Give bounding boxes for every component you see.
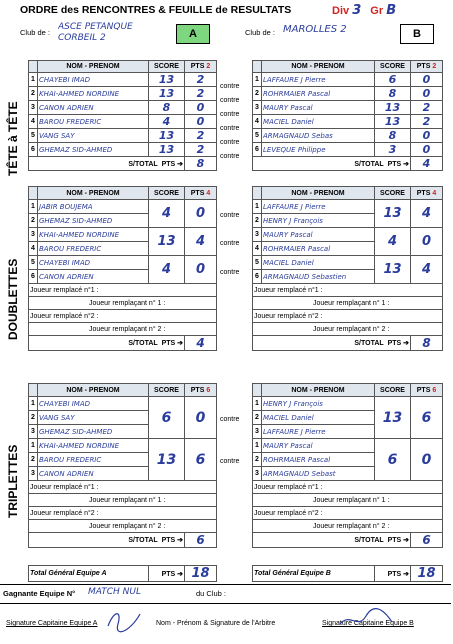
score-cell[interactable]: 13: [149, 73, 185, 87]
score-cell[interactable]: 13: [149, 143, 185, 157]
player-name[interactable]: ROHRMAIER Pascal: [262, 453, 375, 467]
player-name[interactable]: BAROU FREDERIC: [38, 115, 149, 129]
player-name[interactable]: KHAI-AHMED NORDINE: [38, 439, 149, 453]
table-row: 4 BAROU FREDERIC 4 0: [29, 115, 217, 129]
remplace-2[interactable]: Joueur remplacé n°2 :: [253, 310, 443, 323]
pts-cell[interactable]: 0: [411, 439, 443, 481]
table-row: 2 BAROU FREDERIC: [29, 453, 217, 467]
table-row: 2 ROHRMAIER Pascal 8 0: [253, 87, 443, 101]
total-b-pts-label: PTS ➔: [375, 566, 411, 582]
table-row: 3 CANON ADRIEN: [29, 467, 217, 481]
table-row: 2 ROHRMAIER Pascal: [253, 453, 443, 467]
table-row: 3 CANON ADRIEN 8 0: [29, 101, 217, 115]
score-cell[interactable]: 8: [149, 101, 185, 115]
signature-a-label: Signature Capitaine Equipe A: [6, 620, 98, 627]
contre-label: contre: [220, 83, 240, 90]
subtotal-row: S/TOTAL PTS ➔ 8: [253, 336, 443, 351]
col-score: SCORE: [149, 61, 185, 73]
player-name[interactable]: HENRY J François: [262, 397, 375, 411]
col-nom-prenom: NOM - PRENOM: [262, 384, 375, 397]
col-pts: PTS 2: [185, 61, 217, 73]
table-row: 1 LAFFAURE J Pierre 6 0: [253, 73, 443, 87]
signature-arbitre-label: Nom - Prénom & Signature de l'Arbitre: [156, 620, 276, 627]
player-name[interactable]: GHEMAZ SID-AHMED: [38, 425, 149, 439]
sheet-title: ORDRE des RENCONTRES & FEUILLE de RESULTATS: [20, 4, 292, 16]
pts-cell[interactable]: 2: [411, 101, 443, 115]
subtotal-a[interactable]: 6: [185, 533, 217, 548]
remplacant-2[interactable]: Joueur remplaçant n° 2 :: [253, 520, 443, 533]
table-row: 3 LAFFAURE J Pierre: [253, 425, 443, 439]
player-name[interactable]: BAROU FREDERIC: [38, 453, 149, 467]
col-nom-prenom: NOM - PRENOM: [262, 187, 375, 200]
player-name[interactable]: CHAYEBI IMAD: [38, 397, 149, 411]
player-name[interactable]: CHAYEBI IMAD: [38, 256, 149, 270]
player-name[interactable]: CANON ADRIEN: [38, 467, 149, 481]
player-name[interactable]: LAFFAURE J Pierre: [262, 73, 375, 87]
pts-cell[interactable]: 2: [185, 143, 217, 157]
team-a-box: A: [176, 24, 210, 44]
triplettes-table-a: [28, 383, 217, 548]
subtotal-b[interactable]: 6: [411, 533, 443, 548]
div-label: Div 3 Gr B: [332, 3, 397, 18]
player-name[interactable]: CHAYEBI IMAD: [38, 73, 149, 87]
player-name[interactable]: LAFFAURE J Pierre: [262, 200, 375, 214]
table-row: 2 KHAI-AHMED NORDINE 13 2: [29, 87, 217, 101]
table-row: 1 CHAYEBI IMAD 6 0: [29, 397, 217, 411]
player-name[interactable]: LAFFAURE J Pierre: [262, 425, 375, 439]
triplettes-table-b: [252, 383, 443, 548]
col-nom-prenom: NOM - PRENOM: [38, 61, 149, 73]
table-row: 2 MACIEL Daniel: [253, 411, 443, 425]
player-name[interactable]: MAURY Pascal: [262, 228, 375, 242]
score-cell[interactable]: 6: [375, 73, 411, 87]
score-cell[interactable]: 13: [375, 101, 411, 115]
contre-label: contre: [220, 111, 240, 118]
score-cell[interactable]: 13: [149, 228, 185, 256]
table-row: 5 MACIEL Daniel 13 4: [253, 256, 443, 270]
team-b-box: B: [400, 24, 434, 44]
player-name[interactable]: MAURY Pascal: [262, 439, 375, 453]
remplace-1[interactable]: Joueur remplacé n°1 :: [29, 481, 217, 494]
col-pts: PTS 6: [185, 384, 217, 397]
remplace-2[interactable]: Joueur remplacé n°2 :: [29, 507, 217, 520]
section-label-triplettes: TRIPLETTES: [6, 444, 20, 518]
pts-cell[interactable]: 2: [185, 73, 217, 87]
table-row: 4 ROHRMAIER Pascal: [253, 242, 443, 256]
total-b: [252, 565, 443, 582]
table-row: 1 KHAI-AHMED NORDINE 13 6: [29, 439, 217, 453]
table-row: 4 MACIEL Daniel 13 2: [253, 115, 443, 129]
col-nom-prenom: NOM - PRENOM: [38, 187, 149, 200]
subtotal-row: S/TOTAL PTS ➔ 4: [29, 336, 217, 351]
remplace-1[interactable]: Joueur remplacé n°1 :: [253, 284, 443, 297]
score-cell[interactable]: 3: [375, 143, 411, 157]
remplacant-2[interactable]: Joueur remplaçant n° 2 :: [253, 323, 443, 336]
table-row: 3 GHEMAZ SID-AHMED: [29, 425, 217, 439]
col-pts: PTS 6: [411, 384, 443, 397]
gagnante-value[interactable]: MATCH NUL: [88, 587, 142, 597]
total-a-value[interactable]: 18: [185, 566, 217, 582]
score-cell[interactable]: 8: [375, 87, 411, 101]
table-row: 5 ARMAGNAUD Sebas 8 0: [253, 129, 443, 143]
pts-cell[interactable]: 6: [411, 397, 443, 439]
remplace-1[interactable]: Joueur remplacé n°1 :: [253, 481, 443, 494]
col-nom-prenom: NOM - PRENOM: [38, 384, 149, 397]
score-cell[interactable]: 13: [375, 200, 411, 228]
player-name[interactable]: GHEMAZ SID-AHMED: [38, 143, 149, 157]
pts-cell[interactable]: 4: [411, 256, 443, 284]
score-cell[interactable]: 8: [375, 129, 411, 143]
score-cell[interactable]: 4: [375, 228, 411, 256]
table-row: 1 HENRY J François 13 6: [253, 397, 443, 411]
pts-cell[interactable]: 2: [185, 129, 217, 143]
section-label-doublettes: DOUBLETTES: [6, 258, 20, 340]
div-value: 3: [352, 3, 362, 18]
player-name[interactable]: MACIEL Daniel: [262, 256, 375, 270]
player-name[interactable]: KHAI-AHMED NORDINE: [38, 87, 149, 101]
score-cell[interactable]: 4: [149, 200, 185, 228]
player-name[interactable]: CANON ADRIEN: [38, 101, 149, 115]
remplacant-2[interactable]: Joueur remplaçant n° 2 :: [29, 520, 217, 533]
contre-label: contre: [220, 458, 240, 465]
pts-cell[interactable]: 0: [411, 143, 443, 157]
pts-cell[interactable]: 0: [185, 101, 217, 115]
subtotal-b[interactable]: 4: [411, 157, 443, 171]
section-label-tete: TÊTE à TÊTE: [6, 101, 20, 176]
subtotal-a[interactable]: 4: [185, 336, 217, 351]
club-b-label: Club de :: [245, 28, 276, 37]
col-nom-prenom: NOM - PRENOM: [262, 61, 375, 73]
player-name[interactable]: VANG SAY: [38, 411, 149, 425]
player-name[interactable]: JABIR BOUJEMA: [38, 200, 149, 214]
pts-cell[interactable]: 0: [185, 397, 217, 439]
contre-label: contre: [220, 125, 240, 132]
pts-cell[interactable]: 0: [411, 87, 443, 101]
pts-cell[interactable]: 0: [185, 115, 217, 129]
player-name[interactable]: ARMAGNAUD Sebastien: [262, 270, 375, 284]
remplace-2[interactable]: Joueur remplacé n°2 :: [253, 507, 443, 520]
table-row: 6 LEVEQUE Philippe 3 0: [253, 143, 443, 157]
player-name[interactable]: MACIEL Daniel: [262, 411, 375, 425]
score-cell[interactable]: 13: [149, 439, 185, 481]
pts-cell[interactable]: 0: [411, 73, 443, 87]
table-row: 3 ARMAGNAUD Sebast: [253, 467, 443, 481]
remplace-2[interactable]: Joueur remplacé n°2 :: [29, 310, 217, 323]
pts-cell[interactable]: 2: [411, 115, 443, 129]
signature-a-scribble: [104, 606, 144, 636]
pts-cell[interactable]: 4: [185, 228, 217, 256]
col-pts: PTS 4: [185, 187, 217, 200]
total-a: [28, 565, 217, 582]
col-score: SCORE: [149, 187, 185, 200]
col-score: SCORE: [375, 384, 411, 397]
club-a-name: ASCE PETANQUE CORBEIL 2: [58, 22, 133, 43]
gagnante-label: Gagnante Equipe N°: [3, 589, 76, 598]
player-name[interactable]: VANG SAY: [38, 129, 149, 143]
club-a-label: Club de :: [20, 28, 51, 37]
remplace-1[interactable]: Joueur remplacé n°1 :: [29, 284, 217, 297]
table-row: 6 GHEMAZ SID-AHMED 13 2: [29, 143, 217, 157]
doublettes-table-a: [28, 186, 217, 351]
table-row: 1 CHAYEBI IMAD 13 2: [29, 73, 217, 87]
player-name[interactable]: LEVEQUE Philippe: [262, 143, 375, 157]
col-pts: PTS 2: [411, 61, 443, 73]
table-row: 3 MAURY Pascal 13 2: [253, 101, 443, 115]
table-row: 1 JABIR BOUJEMA 4 0: [29, 200, 217, 214]
signature-b-scribble: [336, 606, 396, 634]
gr-value: B: [386, 3, 397, 18]
du-club-label: du Club :: [196, 589, 227, 598]
total-b-value[interactable]: 18: [411, 566, 443, 582]
subtotal-b[interactable]: 8: [411, 336, 443, 351]
pts-cell[interactable]: 2: [185, 87, 217, 101]
total-a-pts-label: PTS ➔: [149, 566, 185, 582]
col-score: SCORE: [375, 61, 411, 73]
player-name[interactable]: ARMAGNAUD Sebast: [262, 467, 375, 481]
remplacant-1[interactable]: Joueur remplaçant n° 1 :: [253, 297, 443, 310]
remplacant-1[interactable]: Joueur remplaçant n° 1 :: [29, 297, 217, 310]
remplacant-2[interactable]: Joueur remplaçant n° 2 :: [29, 323, 217, 336]
col-pts: PTS 4: [411, 187, 443, 200]
player-name[interactable]: GHEMAZ SID-AHMED: [38, 214, 149, 228]
score-cell[interactable]: 13: [149, 87, 185, 101]
col-blank: [29, 61, 38, 73]
table-row: 2 HENRY J François: [253, 214, 443, 228]
table-row: 2 VANG SAY: [29, 411, 217, 425]
subtotal-a[interactable]: 8: [185, 157, 217, 171]
score-cell[interactable]: 4: [149, 115, 185, 129]
player-name[interactable]: ROHRMAIER Pascal: [262, 87, 375, 101]
score-cell[interactable]: 13: [375, 397, 411, 439]
table-row: 5 VANG SAY 13 2: [29, 129, 217, 143]
subtotal-row: S/TOTAL PTS ➔ 6: [29, 533, 217, 548]
subtotal-row: S/TOTAL PTS ➔ 4: [253, 157, 443, 171]
table-row: 6 CANON ADRIEN: [29, 270, 217, 284]
table-row: 1 LAFFAURE J Pierre 13 4: [253, 200, 443, 214]
signature-b-label: Signature Capitaine Equipe B: [322, 620, 414, 627]
contre-label: contre: [220, 139, 240, 146]
score-cell[interactable]: 6: [375, 439, 411, 481]
player-name[interactable]: MAURY Pascal: [262, 101, 375, 115]
score-cell[interactable]: 6: [149, 397, 185, 439]
club-b-name: MAROLLES 2: [283, 24, 347, 35]
score-cell[interactable]: 13: [375, 256, 411, 284]
remplacant-1[interactable]: Joueur remplaçant n° 1 :: [253, 494, 443, 507]
tete-table-b: [252, 60, 443, 171]
score-cell[interactable]: 13: [149, 129, 185, 143]
table-row: 2 GHEMAZ SID-AHMED: [29, 214, 217, 228]
col-score: SCORE: [375, 187, 411, 200]
contre-label: contre: [220, 416, 240, 423]
pts-cell[interactable]: 0: [185, 200, 217, 228]
table-row: 4 BAROU FREDERIC: [29, 242, 217, 256]
tete-table-a: [28, 60, 217, 171]
player-name[interactable]: KHAI-AHMED NORDINE: [38, 228, 149, 242]
total-a-label: Total Général Equipe A: [29, 566, 149, 582]
player-name[interactable]: CANON ADRIEN: [38, 270, 149, 284]
contre-label: contre: [220, 153, 240, 160]
score-cell[interactable]: 4: [149, 256, 185, 284]
pts-cell[interactable]: 6: [185, 439, 217, 481]
contre-label: contre: [220, 97, 240, 104]
score-cell[interactable]: 13: [375, 115, 411, 129]
winner-box: [0, 584, 451, 604]
table-row: 1 MAURY Pascal 6 0: [253, 439, 443, 453]
contre-label: contre: [220, 212, 240, 219]
player-name[interactable]: HENRY J François: [262, 214, 375, 228]
contre-label: contre: [220, 269, 240, 276]
pts-cell[interactable]: 0: [411, 228, 443, 256]
contre-label: contre: [220, 240, 240, 247]
table-row: 5 CHAYEBI IMAD 4 0: [29, 256, 217, 270]
subtotal-row: S/TOTAL PTS ➔ 8: [29, 157, 217, 171]
remplacant-1[interactable]: Joueur remplaçant n° 1 :: [29, 494, 217, 507]
doublettes-table-b: [252, 186, 443, 351]
pts-cell[interactable]: 4: [411, 200, 443, 228]
table-row: 3 MAURY Pascal 4 0: [253, 228, 443, 242]
player-name[interactable]: BAROU FREDERIC: [38, 242, 149, 256]
col-score: SCORE: [149, 384, 185, 397]
player-name[interactable]: ROHRMAIER Pascal: [262, 242, 375, 256]
table-row: 3 KHAI-AHMED NORDINE 13 4: [29, 228, 217, 242]
player-name[interactable]: ARMAGNAUD Sebas: [262, 129, 375, 143]
pts-cell[interactable]: 0: [411, 129, 443, 143]
total-b-label: Total Général Equipe B: [253, 566, 375, 582]
player-name[interactable]: MACIEL Daniel: [262, 115, 375, 129]
pts-cell[interactable]: 0: [185, 256, 217, 284]
subtotal-row: S/TOTAL PTS ➔ 6: [253, 533, 443, 548]
table-row: 6 ARMAGNAUD Sebastien: [253, 270, 443, 284]
